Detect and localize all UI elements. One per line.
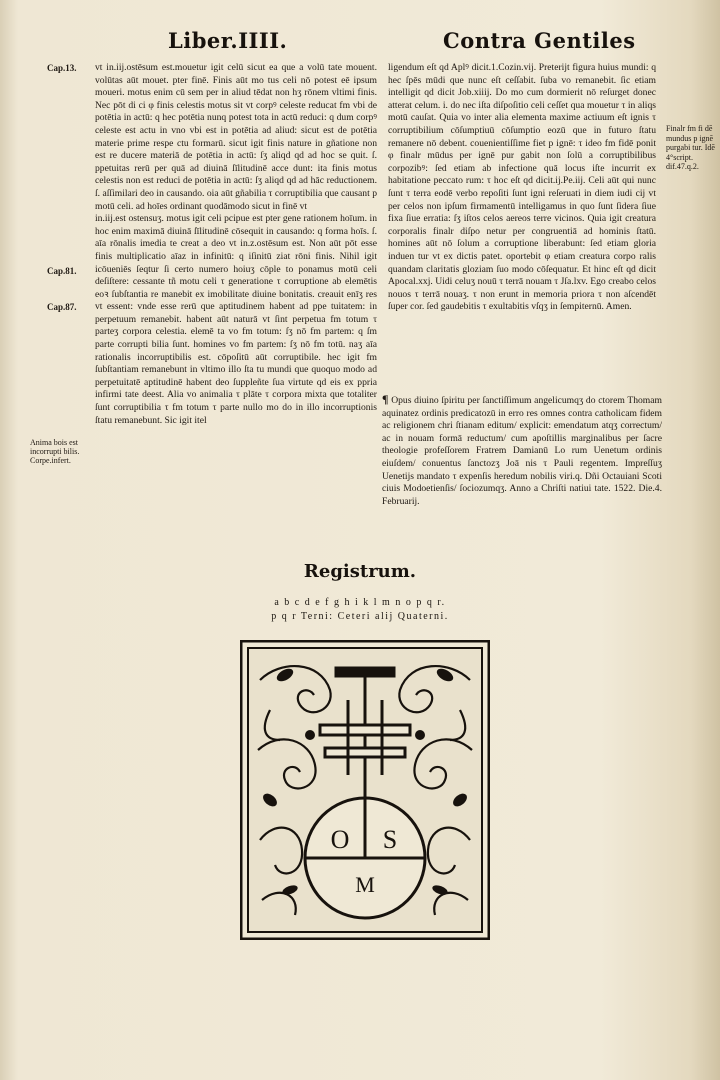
- margin-note-cap13: Cap.13.: [47, 63, 77, 73]
- running-head-left: Liber.IIII.: [168, 28, 288, 53]
- signature-list: a b c d e f g h i k l m n o p q r.: [274, 597, 446, 608]
- monogram-letter-m: M: [355, 872, 375, 897]
- signature-register: [0, 596, 720, 624]
- quire-note: p q r Terni: Ceteri alij Quaterni.: [271, 611, 449, 622]
- margin-note-anima: Anima bois est incorrupti bilis. Corpe.infert.: [30, 438, 80, 465]
- pilcrow-mark: ¶: [382, 392, 389, 406]
- paragraph: vt in.iij.ostēsum est.mouetur igit celū sicut ea que a volū tate mouent. volūtas aūt mouet. pter finē. Finis aūt mo tus celi nō potest eē ipsum moueri. motus enim cū sem per in aliud tēdat non hʒ rōnem vltimi finis. Nec pōt di ci φ finis celestis motus sit vt corpꝰ celeste reducat fm vbi de potētia in actū: q hec potētia nunq potest tota in actū reduci: q dum corpꝰ celeste est actu in vno vbi est in potētia ad aliud: sicut est de potētia materie prime respe ctu formarū. sicut igit finis nature in gñatione non est re ducere materiā de potētia in actū: ſʒ aliqd qd ad hoc se quit. ſ. ppetuitas rerū per quā ad diuinā ſīlitudinē acce dunt: ita finis motus celestis non est reduci de potētia in actū: ſʒ aliqd qd ad hāc reductionem. ſ. aſſimilari deo in causando. oia aūt gñabilia τ corruptibilia que causant p motū celi. ad hoīes ordinant quodāmodo sicut in finē vt: [95, 62, 377, 212]
- margin-note-cap81: Cap.81.: [47, 266, 77, 276]
- text-column-left: [95, 62, 377, 427]
- paragraph: ligendum eſt qd Aplꝰ dicit.1.Cozin.vij. Preterijt figura huius mundi: q hec ſpēs mūdi que nunc eſt ceſſabit. ſuba vo remanebit. ſic etiam intelligit qd dicit Job.xiiij. Do mo cum dormierit nō reſurget donec atterat celum. i. do nec iſta diſpoſitio celi ceſſet qua mouetur τ in aliqs motū cauſat. Quia vo inter alia elementa maxime actiuum eſt ignis τ corruptibilium cōſumptiuū cōſumptio eozū que in futuro ſtatu remanere nō debent. couenientiſſime fiet p ignē: τ ideo fm fidē ponit φ finalr mūdus per ignē pur gabit non ſolū a corruptibilibus corpozibꝰ: ſed etiam ab infectione quā locus iſte incurrit ex habitatione peccato rum: τ hoc eſt qd dicit.ij.Pe.iij. Celi aūt qui nunc ſunt τ terra eodē verbo repoſiti ſunt igni reſeruati in diem iudi cij vt per celos non ipſum firmamentū intelligamus in quo ſunt ſidera ſiue fixa ſiue erratia: ſʒ iſtos celos aereos terre vicinos. Quia igit creatura corporalis finalr diſpo netur per congruentiā ad hominis ſtatū. homines aūt nō ſolum a corruptione liberabunt: ſed etiam gloria induen tur vt ex dictis patet. oportebit φ etiam creatura corpo ralis quandam claritatis gloziam ſuo modo cōſequatur. Et hinc eſt qd dicit Apocal.xxj. Uidi celuʒ nouū τ terrā nouam τ Jſa.lxv. Ego creabo celos nouos τ terrā nouaʒ. τ non erunt in memoria priora τ non aſcendēt ſuper cor. ſed gaudebitis τ exultabitis vſqʒ in ſempiternū. Amen.: [388, 62, 656, 313]
- margin-note-cap87: Cap.87.: [47, 302, 77, 312]
- paragraph: in.iij.est ostensuʒ. motus igit celi pcipue est pter gene rationem hoīum. in hoc enim maximā diuinā ſīlitudinē cōsequit in causando: q forma hoīs. ſ. aīa rōnalis imedia te creat a deo vt in.z.ostēsum est. Non aūt pōt esse finis multiplicatio aīaz in infinitū: q iſinitū ziat rōni finis. Nihil igit icōueniēs ſeqtur ſi certo numero hoiuʒ cōple to ponamus motū celi deſiſtere: cessante tñ motu celi τ generatione τ corruptione ab elemētis eoꝛ ſubſtantia re manebit ex imobilitate diuine bonitatis. creauit enīʒ res vt essent: vnde esse rerū que aptitudinem habent ad ppe tuitatem: in perpetuum remanebit. habent aūt naturā vt ſint perpetua fm totum τ parteʒ corpora celestia. elemē ta vo fm totum: ſʒ nō fm partem: q ſm parte corrupti bilia ſunt. homines vo fm partem: ſʒ nō fm totū. naʒ aīa rationalis incorruptibilis est. cōpoſitū aūt corruptibile. hec igit fm ſubſtantiam remanebunt in vltimo illo ſta tu mundi que quoquo modo ad perpetuitatē aptitudinē habent deo ſuppleñte ſua virtute qd eis ex ppria infirmi tate deest. Alia vo animalia τ plāte τ corpora mixta que totaliter ſunt corruptibilia τ fm totum τ parte nullo mo do in illo incorruptionis ſtatu remanebunt. Sic igit itel: [95, 213, 377, 426]
- text-column-right: [388, 62, 656, 314]
- registrum-title: Registrum.: [303, 561, 417, 582]
- monogram-letter-s: S: [382, 825, 398, 854]
- printers-mark-woodcut: [240, 640, 490, 940]
- colophon-text: Opus diuino ſpiritu per ſanctiſſimum angelicumqʒ do ctorem Thomam aquinatez ordinis predicatozū in erro res omnes contra catholicam fidem ac religionem chri ſtianam editum/ explicit: emendatum atqʒ correctum/ ac in nouam formā reductum/ cum apoſtillis marginalibus per ſacre theologie profeſſorem Fratrem Damianū Lo rum Uenetum ordinis eiuſdem/ conuentus ſanctozʒ Joā nis τ Pauli regentem. Impreſſuʒ Uenetijs mandato τ expenſis heredum nobilis viri.q. Dñi Octauiani Scoti ciuis Modoetienſis/ ſociozumqʒ. Anno a Chriſti natiui tate. 1522. Die.4. Februarij.: [382, 395, 662, 507]
- colophon: [382, 393, 662, 508]
- monogram-letter-o: O: [330, 825, 350, 854]
- running-head-right: Contra Gentiles: [443, 28, 636, 53]
- monogram-orb: [305, 798, 425, 918]
- margin-note-right: Finalr fm fi dē mundus p ignē purgabi tur. Idē 4°script. dif.47.q.2.: [666, 124, 715, 171]
